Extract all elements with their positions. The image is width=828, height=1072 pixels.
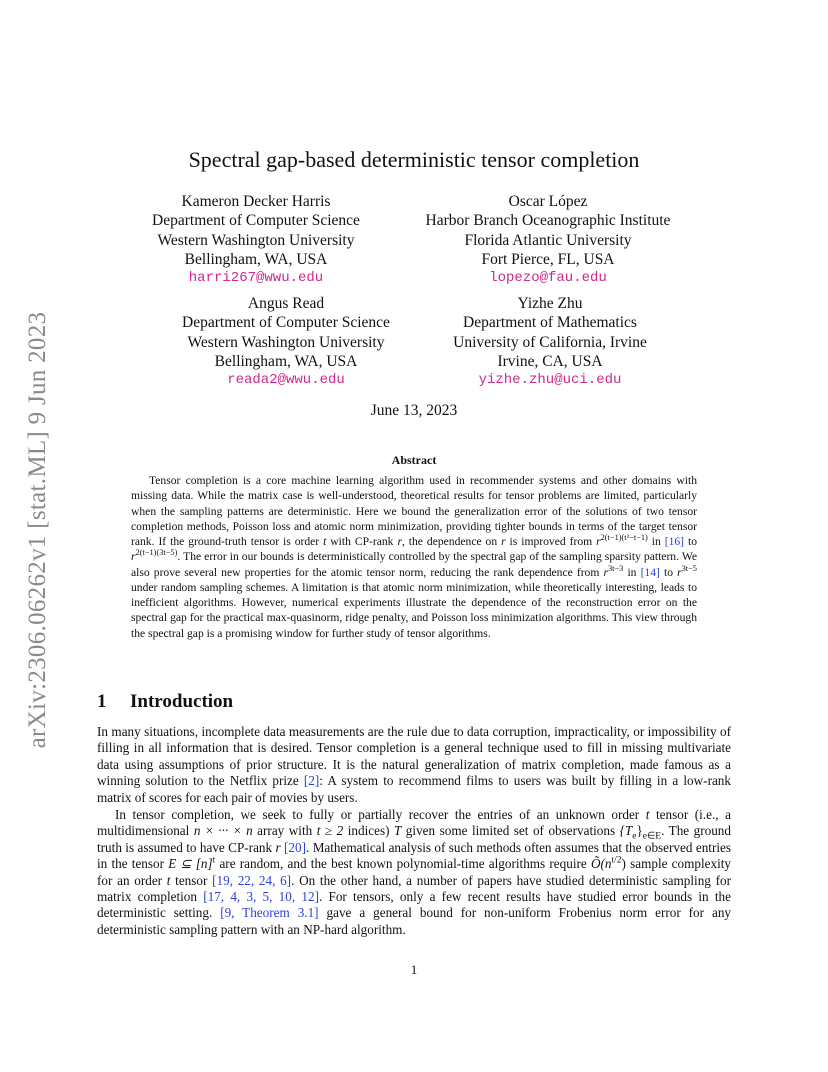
paragraph-text: tensor — [170, 872, 213, 888]
paragraph-text: In tensor completion, we seek to fully or partially recover the entries of an unknown order — [115, 807, 646, 822]
abstract-text: in — [647, 535, 665, 548]
abstract-text: in — [623, 565, 641, 579]
math-var: r — [603, 565, 608, 579]
paragraph-text: . Mathematical analysis of such methods often assumes that the observed entries in the tensor — [97, 839, 731, 872]
paragraph-text: In many situations, incomplete data measurements are the rule due to data corruption, impracticality, or impossibility of filling in all information that is desired. Tensor completion is a general technique used to fill in missing multivariate data using assumptions of prior structure. It is the natural generalization of matrix completion, made famous as a winning solution to the Netflix prize — [97, 724, 731, 789]
author-university: Florida Atlantic University — [464, 231, 632, 249]
author-location: Bellingham, WA, USA — [214, 352, 358, 370]
author-department: Department of Mathematics — [463, 314, 637, 332]
author-block-read — [136, 294, 436, 390]
abstract-text: , the dependence on — [401, 535, 502, 548]
abstract-heading: Abstract — [391, 453, 437, 467]
abstract-body — [131, 473, 697, 641]
math-subscript: e∈E — [642, 832, 662, 843]
math-exponent: t — [212, 855, 216, 866]
abstract-text: to — [659, 565, 678, 579]
author-department: Harbor Branch Oceanographic Institute — [425, 212, 671, 230]
math-subscript: e — [632, 832, 637, 843]
author-name: Yizhe Zhu — [517, 295, 583, 312]
author-university: Western Washington University — [187, 333, 385, 351]
paragraph-text: . The ground truth is assumed to have CP-rank — [97, 823, 731, 855]
abstract-text: . The error in our bounds is deterministically controlled by the spectral gap of the sampling sparsity pattern. We also prove several new properties for the atomic tensor norm, reducing the rank dependence from — [131, 550, 697, 579]
author-location: Irvine, CA, USA — [497, 352, 603, 370]
author-email-link[interactable]: reada2@wwu.edu — [227, 372, 345, 389]
citation-link[interactable]: [19, 22, 24, 6] — [212, 872, 292, 888]
author-block-zhu — [400, 294, 700, 390]
author-location: Fort Pierce, FL, USA — [481, 250, 615, 268]
citation-link[interactable]: [16] — [664, 535, 685, 548]
arxiv-identifier[interactable]: arXiv:2306.06262v1 [stat.ML] 9 Jun 2023 — [24, 311, 51, 749]
math-exponent: t/2 — [611, 855, 622, 866]
math-var: r — [397, 535, 402, 548]
author-name: Angus Read — [247, 295, 325, 312]
citation-link[interactable]: [9, Theorem 3.1] — [220, 905, 319, 921]
math-exponent: 3t−3 — [607, 563, 624, 573]
math-var: t — [323, 535, 327, 548]
math-var: r — [131, 550, 136, 564]
citation-link[interactable]: [2] — [303, 773, 320, 789]
math-expression: Õ(n — [590, 856, 612, 872]
abstract-text: with CP-rank — [326, 535, 398, 548]
abstract-text: Tensor completion is a core machine learning algorithm used in recommender systems and other domains with missing data. While the matrix case is well-understood, theoretical results for tensor problems are limited, particularly when the sampling patterns are deterministic. Here we bound the generalization error of the solutions of two tensor completion methods, Poisson loss and atomic norm minimization, providing tighter bounds in terms of the target tensor rank. If the ground-truth tensor is order — [131, 474, 697, 548]
paragraph-text: are random, and the best known polynomial-time algorithms require — [215, 856, 591, 872]
math-expression: n × ··· × n — [193, 823, 253, 839]
author-name: Kameron Decker Harris — [181, 193, 331, 210]
section-heading-introduction — [97, 691, 233, 713]
paper-date: June 13, 2023 — [370, 402, 458, 419]
math-var: T — [393, 823, 402, 839]
paragraph-text: : A system to recommend films to users was built by filling in a low-rank matrix of scores for each pair of movies by users. — [97, 773, 731, 805]
author-block-lopez — [398, 192, 698, 288]
paragraph-text: tensor (i.e., a multidimensional — [97, 807, 731, 839]
paragraph-text: given some limited set of observations — [401, 823, 620, 839]
math-var: r — [275, 839, 281, 855]
math-var: r — [677, 565, 682, 579]
abstract-text: to — [684, 535, 698, 548]
author-university: Western Washington University — [157, 231, 355, 249]
math-var: r — [596, 535, 601, 548]
author-name: Oscar López — [508, 193, 588, 210]
section-title: Introduction — [130, 691, 234, 712]
math-exponent: 3t−5 — [681, 563, 697, 573]
page-number: 1 — [410, 962, 418, 977]
author-block-harris — [106, 192, 406, 288]
author-email-link[interactable]: lopezo@fau.edu — [489, 270, 607, 287]
math-expression: t ≥ 2 — [316, 823, 344, 839]
citation-link[interactable]: [20] — [284, 839, 307, 855]
author-department: Department of Computer Science — [152, 212, 360, 230]
paragraph-text: gave a general bound for non-uniform Frobenius norm error for any deterministic sampling pattern with an NP-hard algorithm. — [97, 905, 732, 937]
math-expression: ) — [621, 856, 626, 872]
paragraph-text: sample complexity for an order — [97, 856, 732, 888]
author-email-link[interactable]: yizhe.zhu@uci.edu — [478, 372, 622, 389]
author-email-link[interactable]: harri267@wwu.edu — [188, 270, 324, 287]
math-exponent: 2(t−1)(t²−t−1) — [600, 533, 648, 543]
section-number: 1 — [97, 691, 107, 712]
math-expression: E ⊆ [n] — [168, 856, 213, 872]
math-var: t — [645, 807, 650, 822]
citation-link[interactable]: [14] — [640, 565, 660, 579]
math-expression: {T — [619, 823, 633, 839]
author-location: Bellingham, WA, USA — [184, 250, 328, 268]
citation-link[interactable]: [17, 4, 3, 5, 10, 12] — [203, 889, 319, 905]
author-university: University of California, Irvine — [453, 333, 647, 351]
paragraph-text: . On the other hand, a number of papers have studied deterministic sampling for matrix completion — [97, 872, 731, 905]
math-exponent: 2(t−1)(3t−5) — [135, 548, 178, 558]
math-var: t — [166, 872, 171, 888]
paper-title: Spectral gap-based deterministic tensor completion — [188, 147, 640, 172]
math-expression: } — [636, 823, 643, 839]
intro-paragraph-1 — [97, 724, 731, 806]
math-var: r — [501, 535, 506, 548]
abstract-text: is improved from — [505, 535, 597, 548]
author-department: Department of Computer Science — [182, 314, 390, 332]
intro-paragraph-2 — [97, 807, 731, 938]
paragraph-text: indices) — [343, 823, 394, 839]
paragraph-text: . For tensors, only a few recent results have studied error bounds in the deterministic setting. — [97, 889, 731, 921]
paragraph-text: array with — [252, 823, 317, 839]
abstract-text: under random sampling schemes. A limitation is that atomic norm minimization, while theoretically interesting, leads to inefficient algorithms. However, numerical experiments illustrate the dependence of the reconstruction error on the spectral gap for the practical max-quasinorm, ridge penalty, and Poisson loss minimization algorithms. This view through the spectral gap is a promising window for further study of tensor algorithms. — [131, 580, 697, 640]
